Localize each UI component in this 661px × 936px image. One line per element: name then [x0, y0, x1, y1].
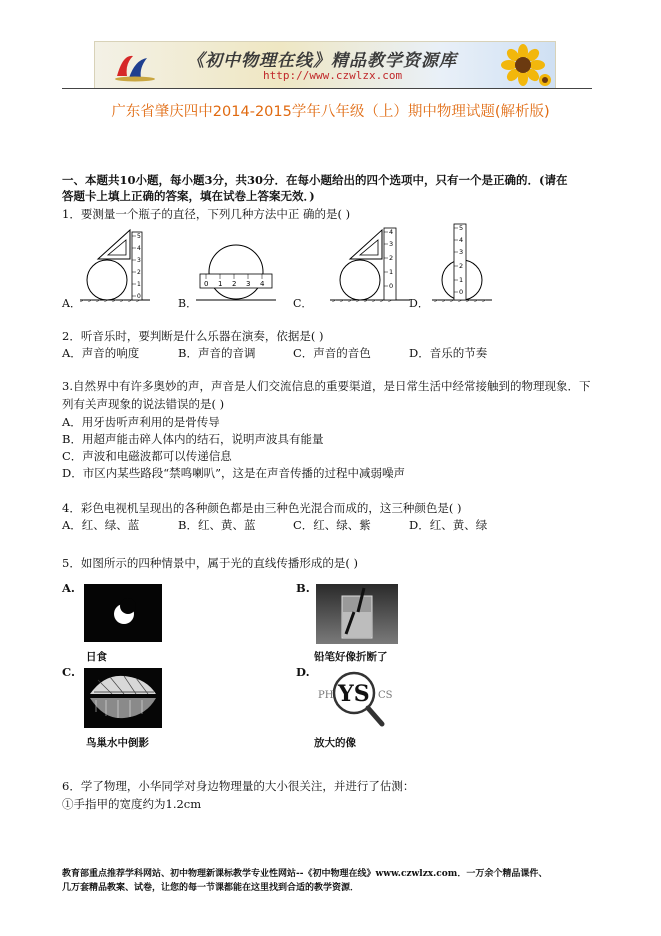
banner-url[interactable]: http://www.czwlzx.com: [263, 69, 403, 82]
q3-option-a: A．用牙齿听声利用的是骨传导: [62, 415, 220, 429]
q2-option-b: B．声音的音调: [178, 346, 256, 360]
q4-option-b: B．红、黄、蓝: [178, 518, 256, 532]
q5-caption-c: 鸟巢水中倒影: [86, 737, 149, 749]
q1-label-b: B．: [178, 297, 198, 310]
q5-label-d: D.: [296, 665, 310, 679]
q5-image-eclipse: [84, 584, 162, 642]
ruler-a-tick-2: 2: [137, 269, 141, 276]
q1-figure-b: [196, 242, 276, 302]
q5-stem: 5．如图所示的四种情景中，属于光的直线传播形成的是( ): [62, 556, 358, 570]
ruler-a-tick-5: 5: [137, 233, 141, 240]
q3-stem-line2: 列有关声现象的说法错误的是( ): [62, 397, 225, 411]
ruler-c-tick-2: 2: [389, 254, 394, 262]
q5-caption-d: 放大的像: [314, 737, 356, 749]
sunflower-icon: [493, 44, 553, 86]
q4-stem: 4．彩色电视机呈现出的各种颜色都是由三种色光混合而成的，这三种颜色是( ): [62, 501, 462, 515]
section-instructions-line2: 答题卡上填上正确的答案，填在试卷上答案无效．): [62, 189, 315, 203]
ruler-b-tick-4: 4: [260, 280, 265, 288]
ruler-c-tick-3: 3: [389, 240, 394, 248]
q5-image-birds-nest-reflection: [84, 668, 162, 728]
q5-caption-a: 日食: [86, 651, 107, 663]
ruler-b-tick-0: 0: [204, 280, 209, 288]
q6-stem: 6．学了物理，小华同学对身边物理量的大小很关注，并进行了估测：: [62, 779, 415, 793]
magnifier-text-center: YS: [338, 681, 370, 707]
q5-label-c: C.: [62, 665, 75, 679]
ruler-a-tick-3: 3: [137, 257, 141, 264]
q1-stem: 1．要测量一个瓶子的直径，下列几种方法中正 确的是( ): [62, 207, 351, 221]
q3-stem-line1: 3.自然界中有许多奥妙的声，声音是人们交流信息的重要渠道，是日常生活中经常接触到的物理现象．下: [62, 379, 591, 393]
q4-option-c: C．红、绿、紫: [293, 518, 371, 532]
footer-line2: 几万套精品教案、试卷，让您的每一节课都能在这里找到合适的教学资源．: [62, 883, 360, 893]
header-banner: [94, 41, 556, 89]
ruler-d-tick-1: 1: [459, 276, 464, 284]
q5-label-b: B.: [296, 581, 310, 595]
ruler-a-tick-0: 0: [137, 293, 141, 300]
q6-item-1: ①手指甲的宽度约为1.2cm: [62, 797, 202, 811]
q3-option-b: B．用超声能击碎人体内的结石，说明声波具有能量: [62, 432, 324, 446]
ruler-d-tick-2: 2: [459, 262, 464, 270]
ruler-d-tick-3: 3: [459, 248, 464, 256]
header-rule: [62, 88, 592, 89]
q2-option-a: A．声音的响度: [62, 346, 140, 360]
ruler-c-tick-1: 1: [389, 268, 394, 276]
ruler-b-tick-1: 1: [218, 280, 223, 288]
q5-image-pencil-in-water: [316, 584, 398, 644]
q1-figure-d: [432, 222, 492, 302]
q1-label-c: C．: [293, 297, 313, 310]
q2-option-c: C．声音的音色: [293, 346, 371, 360]
section-instructions-line1: 一、本题共10小题，每小题3分，共30分．在每小题给出的四个选项中，只有一个是正确的．(请在: [62, 173, 568, 187]
ruler-d-tick-4: 4: [459, 236, 464, 244]
magnifier-text-right: CS: [378, 690, 393, 701]
ruler-b-tick-2: 2: [232, 280, 237, 288]
q4-option-d: D．红、黄、绿: [409, 518, 488, 532]
q3-option-d: D．市区内某些路段“禁鸣喇叭”，这是在声音传播的过程中减弱噪声: [62, 466, 405, 480]
banner-title: 《初中物理在线》精品教学资源库: [187, 51, 457, 71]
q5-label-a: A.: [62, 581, 75, 595]
footer-line1: 教育部重点推荐学科网站、初中物理新课标教学专业性网站--《初中物理在线》www.czwlzx.com．一万余个精品课件、: [62, 869, 548, 879]
q4-option-a: A．红、绿、蓝: [62, 518, 140, 532]
q1-label-d: D．: [409, 297, 429, 310]
ruler-a-tick-4: 4: [137, 245, 141, 252]
ruler-d-tick-5: 5: [459, 224, 464, 232]
q3-option-c: C．声波和电磁波都可以传递信息: [62, 449, 232, 463]
ruler-c-tick-4: 4: [389, 228, 394, 236]
q2-stem: 2．听音乐时，要判断是什么乐器在演奏，依据是( ): [62, 329, 324, 343]
ruler-b-tick-3: 3: [246, 280, 251, 288]
q5-caption-b: 铅笔好像折断了: [314, 651, 388, 663]
ruler-c-tick-0: 0: [389, 282, 394, 290]
magnifier-text-left: PH: [318, 690, 334, 701]
q5-image-magnifier: [316, 668, 398, 730]
q1-figure-c: [330, 226, 410, 302]
q1-figure-a: [80, 228, 150, 302]
ruler-d-tick-0: 0: [459, 288, 464, 296]
site-logo-icon: [113, 50, 157, 82]
q2-option-d: D．音乐的节奏: [409, 346, 488, 360]
ruler-a-tick-1: 1: [137, 281, 141, 288]
page-title: 广东省肇庆四中2014-2015学年八年级（上）期中物理试题(解析版): [111, 104, 550, 120]
q1-label-a: A．: [62, 297, 81, 310]
